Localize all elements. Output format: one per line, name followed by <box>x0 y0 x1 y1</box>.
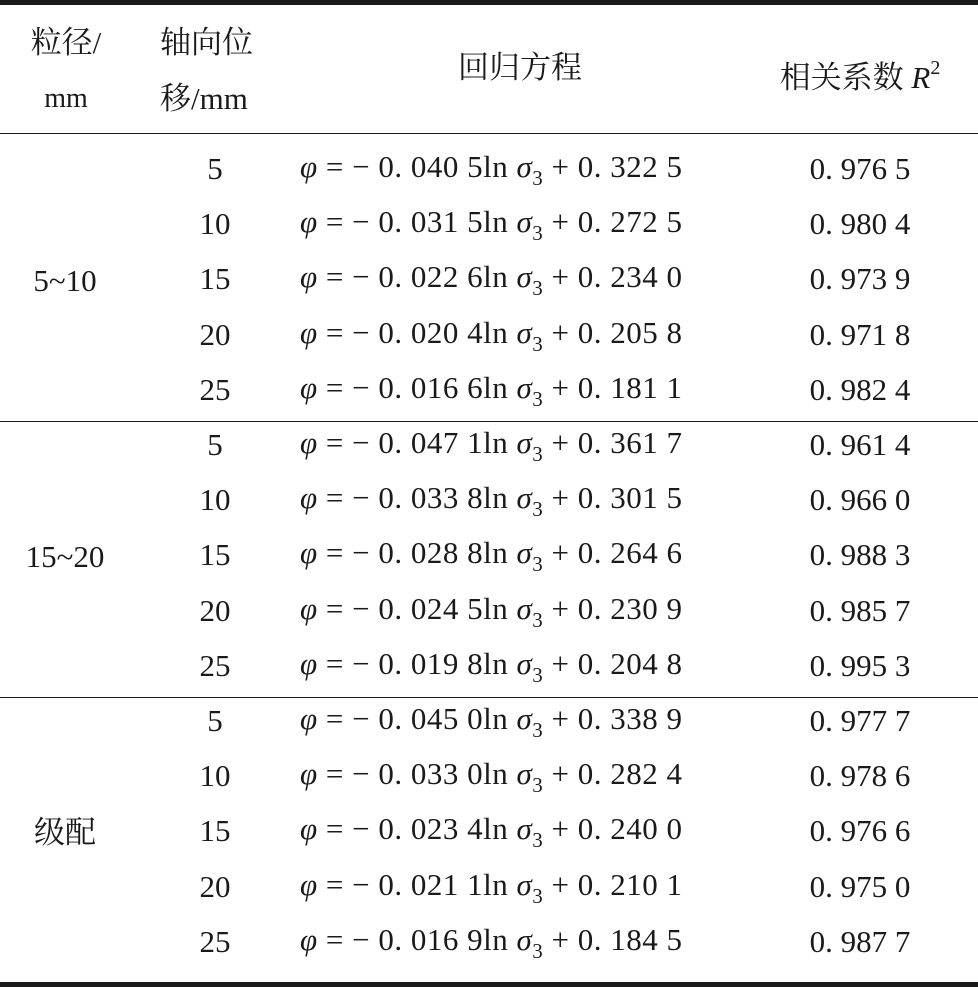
equation-equals-minus: = − <box>317 480 379 516</box>
equation-equals-minus: = − <box>317 921 379 957</box>
equation-sigma: σ <box>516 425 533 460</box>
equation-equals-minus: = − <box>317 590 379 626</box>
group-label: 15~20 <box>25 539 105 575</box>
equation-constant: 0. 230 9 <box>577 590 683 626</box>
equation-sigma: σ <box>516 480 533 516</box>
cell-axial-displacement: 20 <box>199 868 231 904</box>
equation-sigma-subscript: 3 <box>532 442 544 466</box>
equation-phi: φ <box>300 701 318 736</box>
equation-constant: 0. 204 8 <box>577 645 683 681</box>
equation-plus: + <box>543 535 578 571</box>
equation-constant: 0. 282 4 <box>577 756 683 792</box>
cell-r2: 0. 977 7 <box>809 703 911 738</box>
table-top-rule <box>0 0 978 5</box>
equation-ln: ln <box>483 480 517 516</box>
equation-sigma: σ <box>516 535 533 571</box>
equation-phi: φ <box>300 866 318 902</box>
equation-equals-minus: = − <box>317 645 379 681</box>
header-correlation-coefficient <box>760 40 960 106</box>
header-regression-equation: 回归方程 <box>458 50 582 85</box>
equation-phi: φ <box>300 590 318 626</box>
equation-sigma: σ <box>516 259 533 295</box>
header-axial-displacement <box>160 15 272 127</box>
cell-r2: 0. 982 4 <box>809 371 911 407</box>
equation-constant: 0. 234 0 <box>577 259 683 295</box>
cell-axial-displacement: 5 <box>207 427 223 462</box>
cell-r2: 0. 980 4 <box>809 206 911 242</box>
equation-sigma: σ <box>516 149 533 184</box>
cell-r2: 0. 966 0 <box>809 482 911 518</box>
cell-regression-equation <box>300 535 683 577</box>
cell-axial-displacement: 10 <box>199 482 231 518</box>
equation-coefficient: 0. 045 0 <box>378 701 484 736</box>
header-particle-size <box>20 15 112 127</box>
cell-axial-displacement: 5 <box>207 151 223 186</box>
equation-plus: + <box>543 590 578 626</box>
equation-coefficient: 0. 047 1 <box>378 425 484 460</box>
table-row <box>0 805 978 860</box>
cell-r2: 0. 985 7 <box>809 592 911 628</box>
cell-regression-equation <box>300 315 683 357</box>
equation-sigma: σ <box>516 314 533 350</box>
equation-ln: ln <box>483 204 517 240</box>
equation-phi: φ <box>300 204 318 240</box>
equation-phi: φ <box>300 756 318 792</box>
equation-sigma-subscript: 3 <box>532 221 544 246</box>
equation-ln: ln <box>483 866 517 902</box>
equation-constant: 0. 301 5 <box>577 480 683 516</box>
table-row <box>0 695 978 750</box>
equation-constant: 0. 240 0 <box>577 811 683 847</box>
cell-regression-equation <box>300 370 683 412</box>
header-axial-disp-line1: 轴向位 <box>160 25 253 60</box>
equation-sigma: σ <box>516 204 533 240</box>
equation-plus: + <box>543 369 578 405</box>
cell-axial-displacement: 20 <box>199 316 231 352</box>
table-row <box>0 916 978 971</box>
table-row <box>0 364 978 419</box>
equation-coefficient: 0. 033 0 <box>378 756 484 792</box>
cell-r2: 0. 973 9 <box>809 261 911 297</box>
equation-ln: ln <box>483 314 517 350</box>
cell-regression-equation <box>300 480 683 522</box>
equation-sigma-subscript: 3 <box>532 883 544 908</box>
equation-plus: + <box>543 259 578 295</box>
table-row <box>0 640 978 695</box>
table-row <box>0 861 978 916</box>
equation-ln: ln <box>483 645 517 681</box>
equation-sigma: σ <box>516 369 533 405</box>
equation-plus: + <box>543 314 578 350</box>
equation-sigma: σ <box>516 701 533 736</box>
cell-regression-equation <box>300 867 683 909</box>
table-row <box>0 585 978 640</box>
equation-ln: ln <box>483 149 517 184</box>
equation-plus: + <box>543 866 578 902</box>
table-row <box>0 750 978 805</box>
cell-axial-displacement: 5 <box>207 703 223 738</box>
equation-ln: ln <box>483 535 517 571</box>
equation-ln: ln <box>483 921 517 957</box>
equation-equals-minus: = − <box>317 314 379 350</box>
group-label: 5~10 <box>33 263 97 299</box>
equation-constant: 0. 264 6 <box>577 535 683 571</box>
equation-coefficient: 0. 033 8 <box>378 480 484 516</box>
equation-phi: φ <box>300 645 318 681</box>
equation-coefficient: 0. 040 5 <box>378 149 484 184</box>
equation-constant: 0. 338 9 <box>577 701 683 736</box>
equation-coefficient: 0. 023 4 <box>378 811 484 847</box>
equation-ln: ln <box>483 259 517 295</box>
equation-ln: ln <box>483 369 517 405</box>
equation-plus: + <box>543 811 578 847</box>
equation-plus: + <box>543 645 578 681</box>
cell-regression-equation <box>300 259 683 301</box>
cell-regression-equation <box>300 811 683 853</box>
cell-regression-equation <box>300 425 683 467</box>
header-particle-size-line2: mm <box>44 83 88 114</box>
equation-sigma-subscript: 3 <box>532 938 544 963</box>
equation-equals-minus: = − <box>317 149 379 184</box>
equation-phi: φ <box>300 369 318 405</box>
equation-plus: + <box>543 204 578 240</box>
equation-equals-minus: = − <box>317 369 379 405</box>
cell-regression-equation <box>300 646 683 688</box>
equation-sigma-subscript: 3 <box>532 607 544 632</box>
table-row <box>0 143 978 198</box>
cell-regression-equation <box>300 149 683 191</box>
cell-axial-displacement: 25 <box>199 371 231 407</box>
equation-coefficient: 0. 024 5 <box>378 590 484 626</box>
equation-coefficient: 0. 022 6 <box>378 259 484 295</box>
equation-plus: + <box>543 701 578 736</box>
equation-ln: ln <box>483 425 517 460</box>
equation-sigma-subscript: 3 <box>532 828 544 853</box>
equation-sigma-subscript: 3 <box>532 552 544 577</box>
equation-coefficient: 0. 016 6 <box>378 369 484 405</box>
equation-sigma: σ <box>516 756 533 792</box>
equation-constant: 0. 361 7 <box>577 425 683 460</box>
cell-r2: 0. 961 4 <box>809 427 911 462</box>
cell-axial-displacement: 15 <box>199 261 231 297</box>
cell-axial-displacement: 15 <box>199 537 231 573</box>
cell-axial-displacement: 20 <box>199 592 231 628</box>
equation-phi: φ <box>300 535 318 571</box>
equation-sigma-subscript: 3 <box>532 497 544 522</box>
table-row <box>0 309 978 364</box>
equation-ln: ln <box>483 811 517 847</box>
cell-regression-equation <box>300 756 683 798</box>
header-rule <box>0 133 978 134</box>
table-row <box>0 419 978 474</box>
equation-sigma-subscript: 3 <box>532 718 544 742</box>
equation-sigma-subscript: 3 <box>532 662 544 687</box>
table-row <box>0 198 978 253</box>
header-axial-disp-line2: 移/mm <box>160 81 248 116</box>
equation-phi: φ <box>300 425 318 460</box>
equation-ln: ln <box>483 701 517 736</box>
equation-equals-minus: = − <box>317 204 379 240</box>
cell-regression-equation <box>300 922 683 964</box>
equation-plus: + <box>543 921 578 957</box>
equation-phi: φ <box>300 480 318 516</box>
equation-coefficient: 0. 028 8 <box>378 535 484 571</box>
cell-r2: 0. 976 6 <box>809 813 911 849</box>
equation-sigma: σ <box>516 645 533 681</box>
equation-equals-minus: = − <box>317 701 379 736</box>
equation-constant: 0. 184 5 <box>577 921 683 957</box>
cell-r2: 0. 995 3 <box>809 647 911 683</box>
equation-sigma-subscript: 3 <box>532 331 544 356</box>
equation-sigma-subscript: 3 <box>532 166 544 190</box>
group-label: 级配 <box>34 815 96 851</box>
equation-coefficient: 0. 031 5 <box>378 204 484 240</box>
equation-sigma: σ <box>516 811 533 847</box>
equation-equals-minus: = − <box>317 811 379 847</box>
cell-regression-equation <box>300 591 683 633</box>
equation-plus: + <box>543 480 578 516</box>
equation-equals-minus: = − <box>317 866 379 902</box>
table-bottom-rule <box>0 982 978 987</box>
equation-coefficient: 0. 021 1 <box>378 866 484 902</box>
cell-regression-equation <box>300 701 683 743</box>
equation-equals-minus: = − <box>317 535 379 571</box>
equation-phi: φ <box>300 259 318 295</box>
equation-phi: φ <box>300 149 318 184</box>
equation-equals-minus: = − <box>317 425 379 460</box>
equation-sigma: σ <box>516 921 533 957</box>
equation-equals-minus: = − <box>317 756 379 792</box>
equation-coefficient: 0. 016 9 <box>378 921 484 957</box>
cell-r2: 0. 976 5 <box>809 151 911 186</box>
equation-phi: φ <box>300 314 318 350</box>
header-particle-size-line1: 粒径/ <box>30 25 102 60</box>
equation-phi: φ <box>300 811 318 847</box>
header-r2-superscript: 2 <box>930 57 941 79</box>
equation-ln: ln <box>483 590 517 626</box>
header-r2-prefix: 相关系数 <box>779 60 912 95</box>
cell-axial-displacement: 25 <box>199 923 231 959</box>
cell-r2: 0. 978 6 <box>809 758 911 794</box>
equation-coefficient: 0. 020 4 <box>378 314 484 350</box>
equation-equals-minus: = − <box>317 259 379 295</box>
table-row <box>0 529 978 584</box>
equation-plus: + <box>543 756 578 792</box>
equation-sigma-subscript: 3 <box>532 276 544 301</box>
equation-constant: 0. 210 1 <box>577 866 683 902</box>
equation-ln: ln <box>483 756 517 792</box>
cell-regression-equation <box>300 204 683 246</box>
equation-phi: φ <box>300 921 318 957</box>
equation-sigma-subscript: 3 <box>532 773 544 798</box>
cell-axial-displacement: 25 <box>199 647 231 683</box>
cell-axial-displacement: 10 <box>199 206 231 242</box>
table-row <box>0 474 978 529</box>
equation-plus: + <box>543 149 578 184</box>
equation-sigma: σ <box>516 590 533 626</box>
equation-plus: + <box>543 425 578 460</box>
equation-coefficient: 0. 019 8 <box>378 645 484 681</box>
cell-r2: 0. 975 0 <box>809 868 911 904</box>
equation-constant: 0. 205 8 <box>577 314 683 350</box>
cell-axial-displacement: 10 <box>199 758 231 794</box>
equation-sigma-subscript: 3 <box>532 386 544 411</box>
cell-r2: 0. 971 8 <box>809 316 911 352</box>
cell-r2: 0. 987 7 <box>809 923 911 959</box>
equation-constant: 0. 322 5 <box>577 149 683 184</box>
cell-r2: 0. 988 3 <box>809 537 911 573</box>
header-r2-symbol: R <box>911 60 931 95</box>
equation-sigma: σ <box>516 866 533 902</box>
table-row <box>0 253 978 308</box>
equation-constant: 0. 272 5 <box>577 204 683 240</box>
equation-constant: 0. 181 1 <box>577 369 683 405</box>
cell-axial-displacement: 15 <box>199 813 231 849</box>
